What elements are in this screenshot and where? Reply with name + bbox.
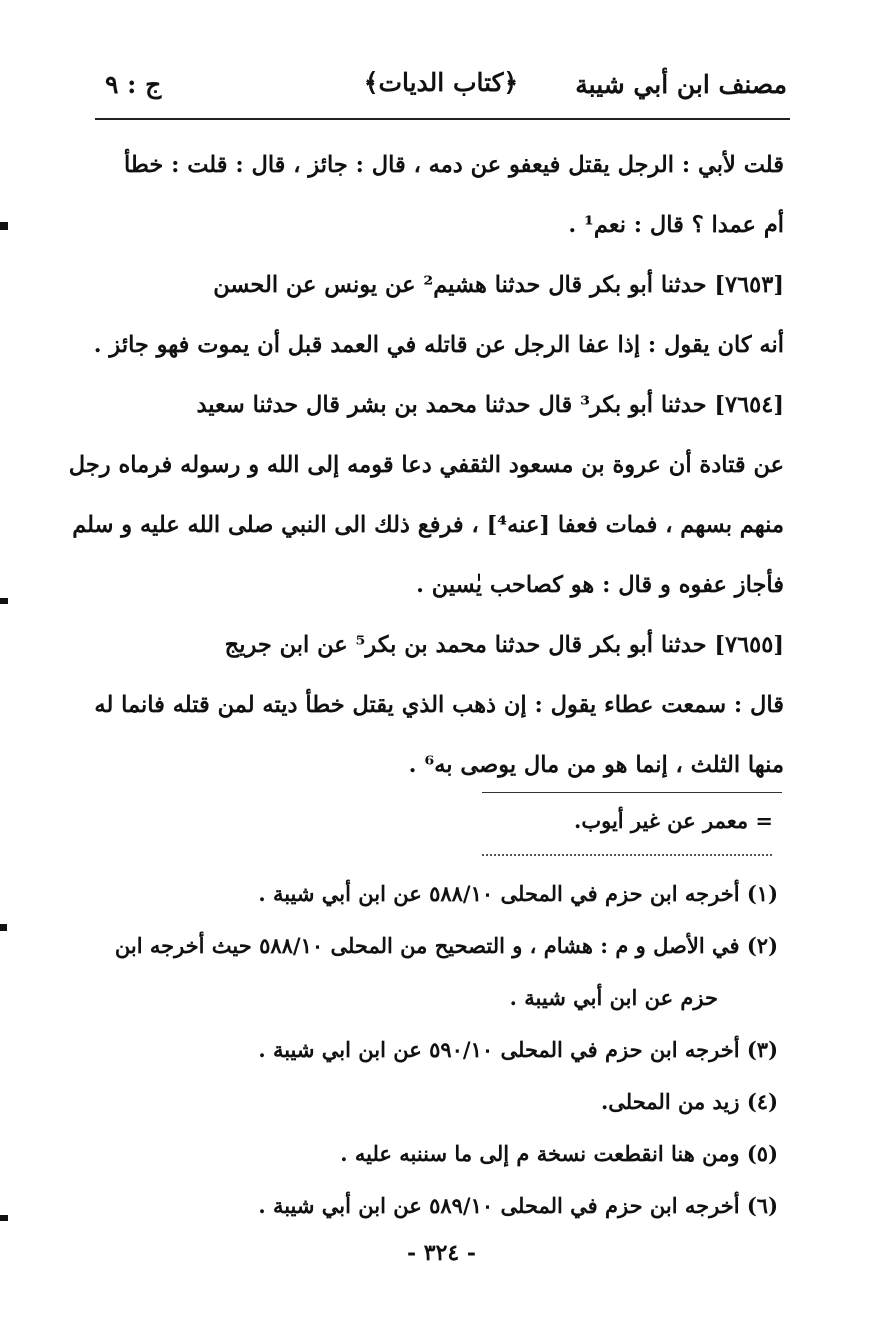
- text-line: [٧٦٥٤] حدثنا أبو بكر³ قال حدثنا محمد بن بشر قال حدثنا سعيد: [196, 392, 784, 418]
- chapter-title: ﴿كتاب الديات﴾: [363, 68, 519, 97]
- footnote-1: (١) أخرجه ابن حزم في المحلى ٥٨٨/١٠ عن ابن أبي شيبة .: [258, 881, 778, 906]
- scan-mark: [0, 598, 8, 604]
- main-text: [68, 135, 784, 795]
- footnote-rule: [482, 792, 782, 793]
- header-rule: [95, 118, 790, 120]
- footnote-2: (٢) في الأصل و م : هشام ، و التصحيح من المحلى ٥٨٨/١٠ حيث أخرجه ابن: [114, 933, 778, 958]
- text-line: عن قتادة أن عروة بن مسعود الثقفي دعا قومه إلى الله و رسوله فرماه رجل: [68, 452, 784, 478]
- scan-mark: [0, 222, 8, 230]
- text-line: أنه كان يقول : إذا عفا الرجل عن قاتله في العمد قبل أن يموت فهو جائز .: [93, 332, 784, 358]
- footnote-6: (٦) أخرجه ابن حزم في المحلى ٥٨٩/١٠ عن ابن أبي شيبة .: [258, 1193, 778, 1218]
- footnote-5: (٥) ومن هنا انقطعت نسخة م إلى ما سننبه عليه .: [340, 1141, 778, 1166]
- scan-mark: [0, 924, 7, 931]
- scan-mark: [0, 1215, 8, 1221]
- footnote-continuation: = معمر عن غير أيوب.: [574, 808, 773, 833]
- page-number: - ٣٢٤ -: [406, 1240, 477, 1266]
- volume-number: ج : ٩: [105, 70, 162, 99]
- text-line: منها الثلث ، إنما هو من مال يوصى به⁶ .: [408, 752, 784, 778]
- footnotes: [98, 868, 778, 1232]
- text-line: [٧٦٥٥] حدثنا أبو بكر قال حدثنا محمد بن بكر⁵ عن ابن جريج: [224, 632, 784, 658]
- text-line: قال : سمعت عطاء يقول : إن ذهب الذي يقتل خطأ ديته لمن قتله فانما له: [94, 692, 784, 718]
- text-line: قلت لأبي : الرجل يقتل فيعفو عن دمه ، قال : جائز ، قال : قلت : خطأ: [124, 152, 784, 178]
- text-line: منهم بسهم ، فمات فعفا [عنه⁴] ، فرفع ذلك الى النبي صلى الله عليه و سلم: [72, 512, 784, 538]
- footnote-separator: [482, 854, 772, 862]
- text-line: أم عمدا ؟ قال : نعم¹ .: [568, 212, 784, 238]
- footnote-2-cont: حزم عن ابن أبي شيبة .: [509, 985, 718, 1010]
- footnote-4: (٤) زيد من المحلى.: [600, 1089, 778, 1114]
- book-title: مصنف ابن أبي شيبة: [575, 70, 787, 99]
- text-block: [68, 135, 784, 795]
- footnote-3: (٣) أخرجه ابن حزم في المحلى ٥٩٠/١٠ عن ابن ابي شيبة .: [258, 1037, 778, 1062]
- text-line: فأجاز عفوه و قال : هو كصاحب يٰسين .: [416, 572, 784, 598]
- text-line: [٧٦٥٣] حدثنا أبو بكر قال حدثنا هشيم² عن يونس عن الحسن: [213, 272, 784, 298]
- running-header: [95, 62, 787, 114]
